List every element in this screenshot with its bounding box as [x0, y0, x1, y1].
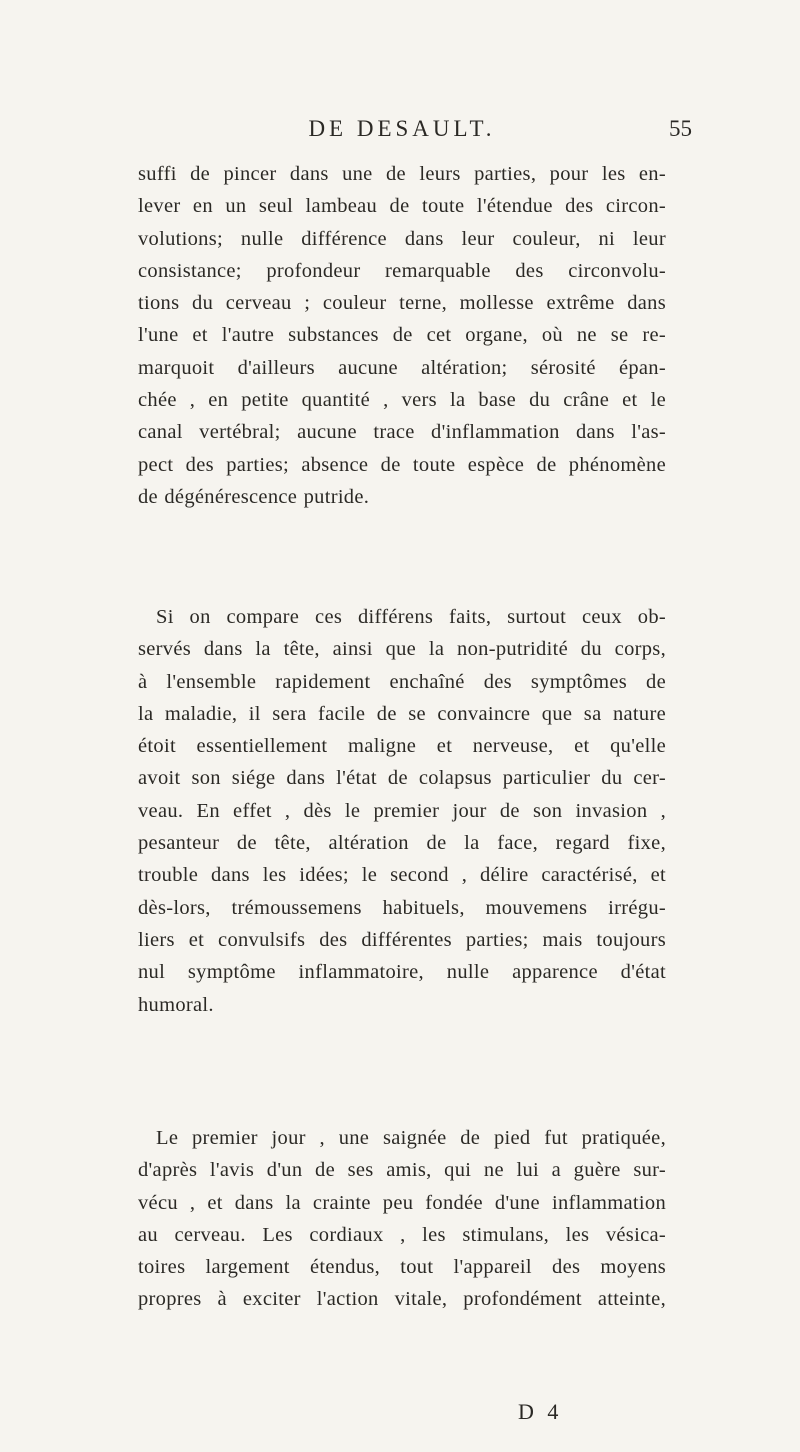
text-line: pesanteur de tête, altération de la face, regard fixe, [138, 832, 666, 855]
text-line: marquoit d'ailleurs aucune altération; sérosité épan- [138, 356, 666, 379]
text-line: trouble dans les idées; le second , délire caractérisé, et [138, 864, 666, 887]
text-line: toires largement étendus, tout l'appareil des moyens [138, 1256, 666, 1279]
text-line: canal vertébral; aucune trace d'inflammation dans l'as- [138, 421, 666, 444]
text-line: volutions; nulle différence dans leur couleur, ni leur [138, 227, 666, 250]
text-line: chée , en petite quantité , vers la base du crâne et le [138, 389, 666, 412]
paragraph-2 [138, 601, 666, 1021]
text-line: humoral. [138, 993, 214, 1016]
text-line: avoit son siége dans l'état de colapsus particulier du cer- [138, 767, 666, 790]
text-line: au cerveau. Les cordiaux , les stimulans, les vésica- [138, 1223, 666, 1246]
text-line: Si on compare ces différens faits, surtout ceux ob- [156, 606, 666, 628]
text-line: tions du cerveau ; couleur terne, mollesse extrême dans [138, 292, 666, 315]
text-line: propres à exciter l'action vitale, profondément atteinte, [138, 1288, 666, 1311]
text-line: de dégénérescence putride. [138, 485, 370, 508]
text-line: veau. En effet , dès le premier jour de son invasion , [138, 799, 666, 822]
running-title: DE DESAULT. [308, 116, 496, 141]
text-line: pect des parties; absence de toute espèce de phénomène [138, 453, 666, 476]
text-line: suffi de pincer dans une de leurs parties, pour les en- [138, 163, 666, 185]
text-line: la maladie, il sera facile de se convaincre que sa nature [138, 702, 666, 725]
text-line: lever en un seul lambeau de toute l'étendue des circon- [138, 195, 666, 218]
text-line: vécu , et dans la crainte peu fondée d'une inflammation [138, 1191, 666, 1214]
text-line: liers et convulsifs des différentes parties; mais toujours [138, 928, 666, 951]
text-line: Le premier jour , une saignée de pied fut pratiquée, [156, 1127, 666, 1149]
paragraph-1 [138, 158, 666, 513]
text-line: dès-lors, trémoussemens habituels, mouvemens irrégu- [138, 896, 666, 919]
signature-mark: D 4 [518, 1399, 563, 1424]
page-number: 55 [669, 116, 692, 141]
text-line: d'après l'avis d'un de ses amis, qui ne lui a guère sur- [138, 1159, 666, 1182]
text-line: étoit essentiellement maligne et nerveuse, et qu'elle [138, 735, 666, 758]
text-line: consistance; profondeur remarquable des circonvolu- [138, 259, 666, 282]
text-line: l'une et l'autre substances de cet organe, où ne se re- [138, 324, 666, 347]
page-header [112, 116, 692, 148]
text-line: à l'ensemble rapidement enchaîné des symptômes de [138, 670, 666, 693]
text-line: nul symptôme inflammatoire, nulle apparence d'état [138, 961, 666, 984]
paragraph-3 [138, 1122, 666, 1316]
text-line: servés dans la tête, ainsi que la non-putridité du corps, [138, 638, 666, 661]
